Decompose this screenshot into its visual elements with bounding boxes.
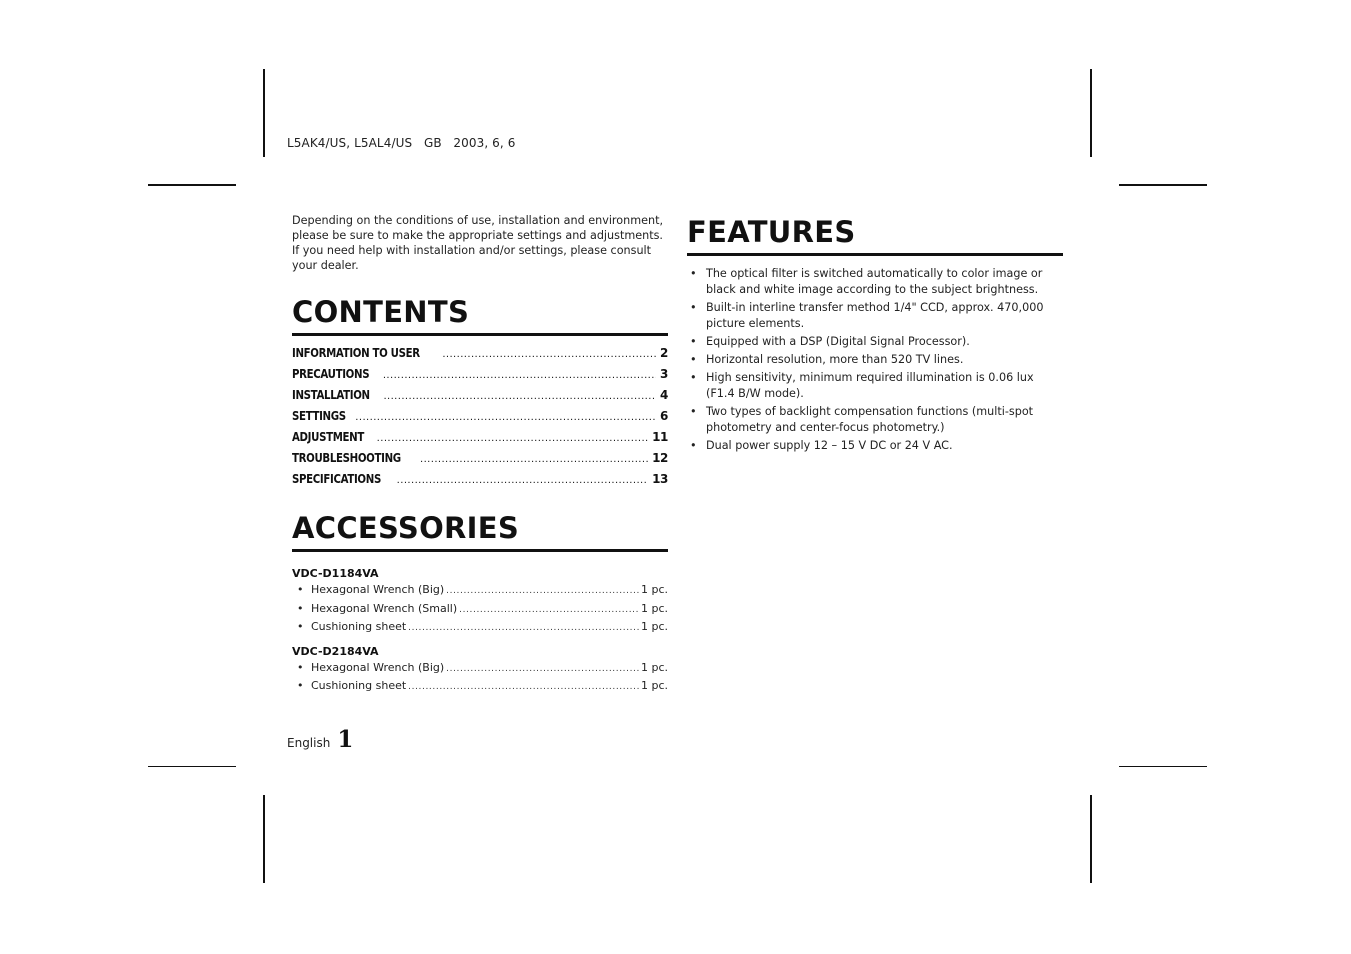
accessory-leader xyxy=(446,586,639,596)
toc-leader xyxy=(355,412,656,423)
feature-item xyxy=(687,438,1063,454)
page-footer xyxy=(287,726,353,753)
document-header: L5AK4/US, L5AL4/US GB 2003, 6, 6 xyxy=(287,136,516,150)
accessories-heading: ACCESSORIES xyxy=(292,511,668,552)
accessory-leader xyxy=(408,623,639,633)
accessory-leader xyxy=(408,682,639,692)
toc-item[interactable] xyxy=(292,472,668,493)
left-column xyxy=(292,213,668,698)
accessory-qty: 1 pc. xyxy=(640,601,668,615)
toc-item-page: 2 xyxy=(660,346,668,360)
page-number: 1 xyxy=(337,726,354,753)
feature-item xyxy=(687,300,1063,332)
contents-section xyxy=(292,295,668,493)
feature-item xyxy=(687,266,1063,298)
toc-leader xyxy=(383,391,656,402)
accessory-item xyxy=(292,602,668,621)
accessory-qty: 1 pc. xyxy=(640,660,668,674)
feature-item xyxy=(687,352,1063,368)
toc-item-page: 3 xyxy=(660,367,668,381)
accessory-name: Hexagonal Wrench (Big) xyxy=(311,583,445,596)
bullet-icon: • xyxy=(297,601,304,615)
crop-mark-bottom-right-vertical xyxy=(1090,795,1092,883)
feature-text: Two types of backlight compensation functions (multi-spot photometry and center-focus photometry.) xyxy=(706,405,1034,434)
toc-leader xyxy=(420,454,648,465)
accessory-item xyxy=(292,583,668,602)
toc-item-page: 13 xyxy=(652,472,668,486)
toc-item-title: INSTALLATION xyxy=(292,388,370,402)
toc-item-title: ADJUSTMENT xyxy=(292,430,364,444)
toc-item-page: 12 xyxy=(652,451,668,465)
intro-paragraph xyxy=(292,213,668,273)
accessory-list xyxy=(292,583,668,639)
accessory-item xyxy=(292,661,668,680)
bullet-icon: • xyxy=(690,301,697,314)
feature-item xyxy=(687,404,1063,436)
toc-item-title: SPECIFICATIONS xyxy=(292,472,381,486)
toc-item[interactable] xyxy=(292,367,668,388)
crop-mark-bottom-left-vertical xyxy=(263,795,265,883)
contents-list xyxy=(292,346,668,493)
crop-mark-top-right-horizontal xyxy=(1119,184,1207,186)
toc-item-page: 6 xyxy=(660,409,668,423)
feature-text: Dual power supply 12 – 15 V DC or 24 V AC. xyxy=(706,439,953,452)
crop-mark-bottom-left-horizontal xyxy=(148,766,236,767)
toc-item[interactable] xyxy=(292,409,668,430)
toc-item[interactable] xyxy=(292,451,668,472)
crop-mark-top-left-horizontal xyxy=(148,184,236,186)
toc-item-page: 11 xyxy=(652,430,668,444)
toc-item[interactable] xyxy=(292,430,668,451)
toc-item-title: PRECAUTIONS xyxy=(292,367,370,381)
toc-leader xyxy=(442,349,656,360)
accessory-leader xyxy=(459,605,639,615)
bullet-icon: • xyxy=(690,439,697,452)
bullet-icon: • xyxy=(297,679,304,692)
toc-leader xyxy=(377,433,648,444)
accessory-name: Hexagonal Wrench (Big) xyxy=(311,660,445,674)
accessory-model-title: VDC-D2184VA xyxy=(292,644,379,658)
feature-item xyxy=(687,334,1063,350)
accessory-name: Hexagonal Wrench (Small) xyxy=(311,601,458,615)
bullet-icon: • xyxy=(690,335,697,348)
feature-item xyxy=(687,370,1063,402)
bullet-icon: • xyxy=(297,583,304,596)
crop-mark-top-right-vertical xyxy=(1090,69,1092,157)
contents-heading: CONTENTS xyxy=(292,295,668,336)
feature-text: Horizontal resolution, more than 520 TV lines. xyxy=(706,353,964,366)
accessory-qty: 1 pc. xyxy=(640,679,668,692)
accessory-name: Cushioning sheet xyxy=(311,679,407,692)
bullet-icon: • xyxy=(690,371,697,384)
accessories-section xyxy=(292,511,668,698)
feature-text: Built-in interline transfer method 1/4" CCD, approx. 470,000 picture elements. xyxy=(706,301,1044,330)
feature-text: Equipped with a DSP (Digital Signal Processor). xyxy=(706,335,970,348)
toc-item[interactable] xyxy=(292,388,668,409)
bullet-icon: • xyxy=(690,405,697,418)
accessory-item xyxy=(292,679,668,698)
feature-text: The optical filter is switched automatically to color image or black and white image according to the subject brightness. xyxy=(706,267,1043,296)
accessory-item xyxy=(292,620,668,639)
accessory-qty: 1 pc. xyxy=(640,583,668,596)
toc-item-title: SETTINGS xyxy=(292,409,346,423)
intro-line-2: If you need help with installation and/or settings, please consult your dealer. xyxy=(292,244,652,272)
feature-text: High sensitivity, minimum required illumination is 0.06 lux (F1.4 B/W mode). xyxy=(706,371,1034,400)
features-list xyxy=(687,266,1063,454)
bullet-icon: • xyxy=(297,660,304,674)
accessory-model-title: VDC-D1184VA xyxy=(292,567,379,580)
crop-mark-top-left-vertical xyxy=(263,69,265,157)
bullet-icon: • xyxy=(690,267,697,280)
toc-leader xyxy=(383,370,656,381)
accessory-list xyxy=(292,661,668,698)
toc-item[interactable] xyxy=(292,346,668,367)
accessory-qty: 1 pc. xyxy=(640,620,668,633)
toc-item-title: TROUBLESHOOTING xyxy=(292,451,401,465)
accessory-name: Cushioning sheet xyxy=(311,620,407,633)
accessory-leader xyxy=(446,664,639,674)
footer-language: English xyxy=(287,736,331,750)
toc-leader xyxy=(397,475,648,486)
toc-item-page: 4 xyxy=(660,388,668,402)
right-column xyxy=(687,213,1063,456)
bullet-icon: • xyxy=(297,620,304,633)
bullet-icon: • xyxy=(690,353,697,366)
intro-line-1: Depending on the conditions of use, installation and environment, please be sure to make the appropriate settings and adjustments. xyxy=(292,214,664,242)
toc-item-title: INFORMATION TO USER xyxy=(292,346,420,360)
features-heading: FEATURES xyxy=(687,215,1063,256)
crop-mark-bottom-right-horizontal xyxy=(1119,766,1207,767)
